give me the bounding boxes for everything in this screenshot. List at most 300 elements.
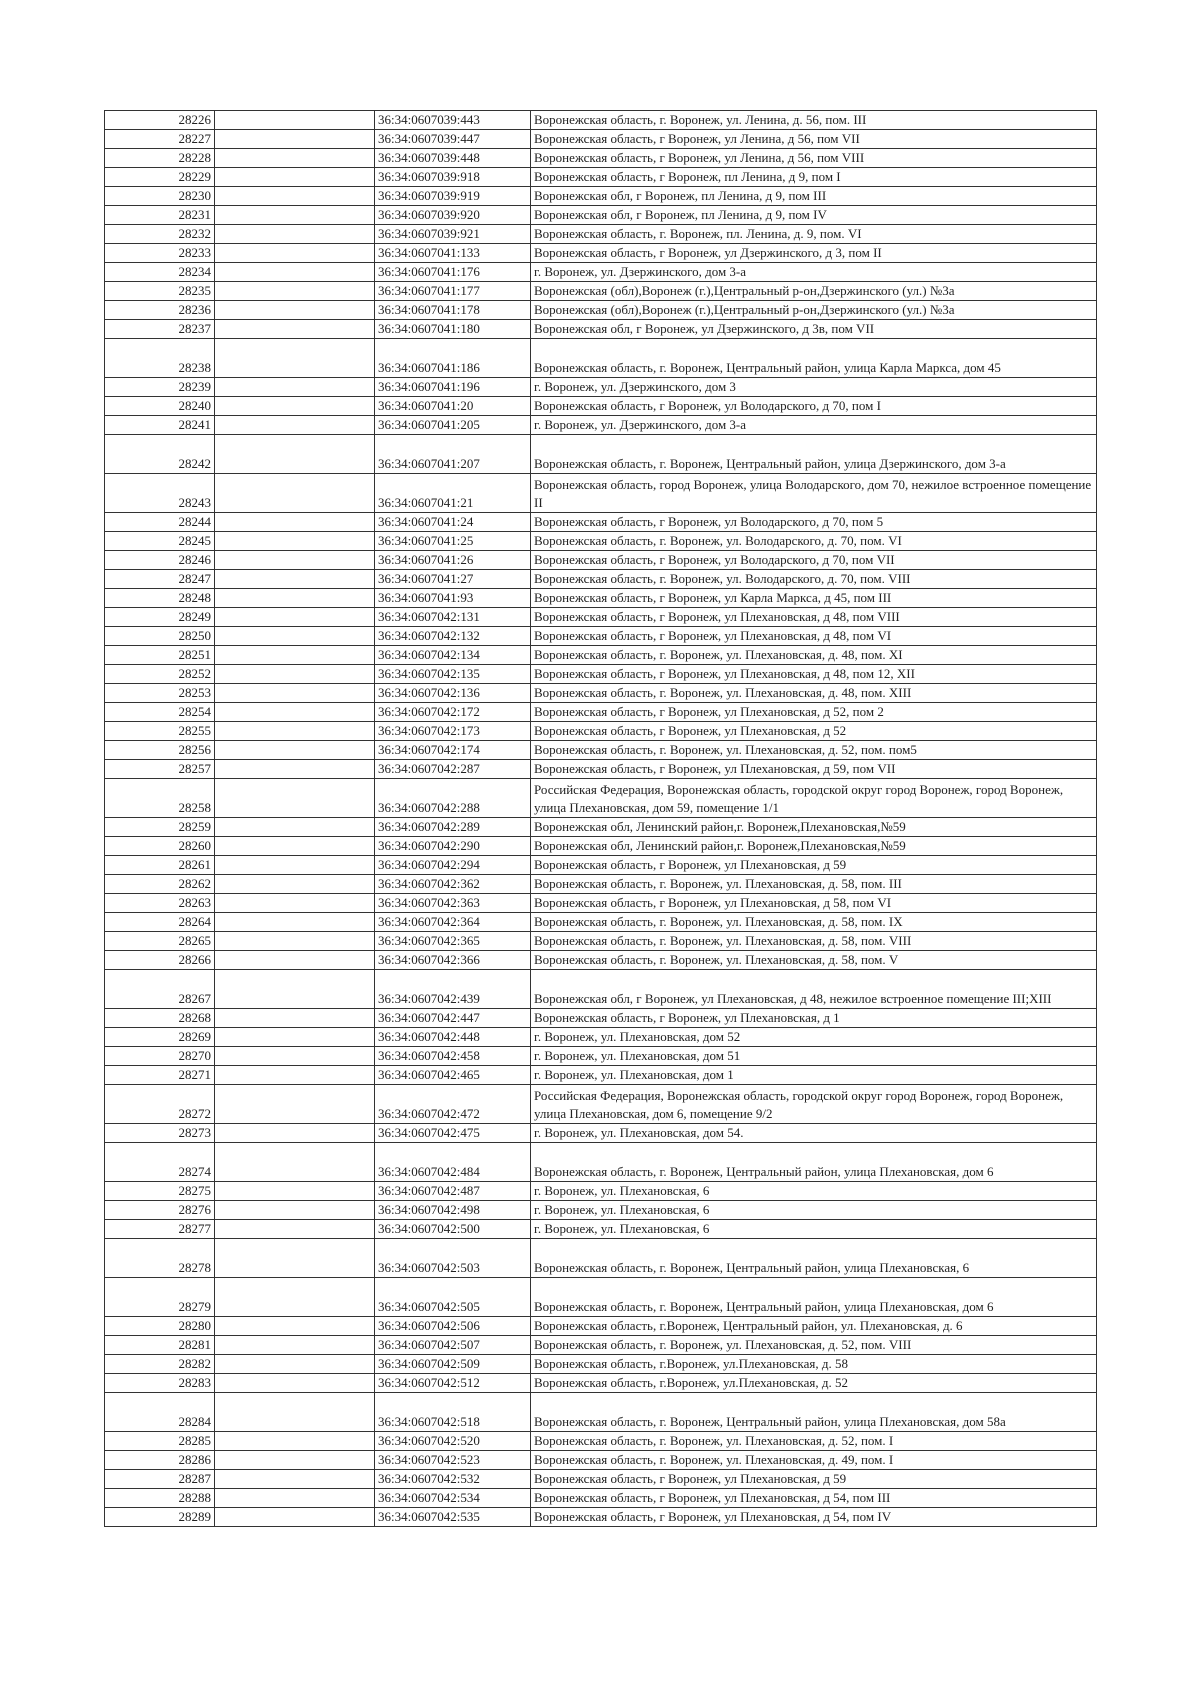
cadastral-number-cell: 36:34:0607041:176	[375, 263, 531, 282]
cadastral-number-cell: 36:34:0607042:520	[375, 1432, 531, 1451]
table-row	[105, 875, 1097, 894]
table-row	[105, 1239, 1097, 1278]
cadastral-number-cell: 36:34:0607041:180	[375, 320, 531, 339]
address-cell: Воронежская область, г. Воронеж, ул. Плехановская, д. 48, пом. XIII	[531, 684, 1097, 703]
row-number-cell: 28286	[105, 1451, 215, 1470]
cadastral-number-cell: 36:34:0607041:205	[375, 416, 531, 435]
property-registry-table	[104, 110, 1097, 1527]
cadastral-number-cell: 36:34:0607041:21	[375, 474, 531, 513]
address-cell: Воронежская область, г. Воронеж, ул. Володарского, д. 70, пом. VI	[531, 532, 1097, 551]
cadastral-number-cell: 36:34:0607042:448	[375, 1028, 531, 1047]
address-cell: Воронежская область, г. Воронеж, ул. Плехановская, д. 58, пом. III	[531, 875, 1097, 894]
cadastral-number-cell: 36:34:0607042:132	[375, 627, 531, 646]
row-number-cell: 28256	[105, 741, 215, 760]
empty-cell	[215, 435, 375, 474]
empty-cell	[215, 589, 375, 608]
cadastral-number-cell: 36:34:0607041:207	[375, 435, 531, 474]
row-number-cell: 28254	[105, 703, 215, 722]
cadastral-number-cell: 36:34:0607042:134	[375, 646, 531, 665]
table-row	[105, 513, 1097, 532]
table-row	[105, 149, 1097, 168]
table-row	[105, 263, 1097, 282]
cadastral-number-cell: 36:34:0607041:26	[375, 551, 531, 570]
cadastral-number-cell: 36:34:0607041:24	[375, 513, 531, 532]
table-row	[105, 608, 1097, 627]
cadastral-number-cell: 36:34:0607041:93	[375, 589, 531, 608]
address-cell: г. Воронеж, ул. Плехановская, 6	[531, 1220, 1097, 1239]
empty-cell	[215, 1278, 375, 1317]
empty-cell	[215, 1432, 375, 1451]
empty-cell	[215, 187, 375, 206]
cadastral-number-cell: 36:34:0607039:918	[375, 168, 531, 187]
address-cell: Воронежская обл, г Воронеж, пл Ленина, д 9, пом III	[531, 187, 1097, 206]
row-number-cell: 28284	[105, 1393, 215, 1432]
row-number-cell: 28289	[105, 1508, 215, 1527]
address-cell: Воронежская область, г Воронеж, ул Плехановская, д 52, пом 2	[531, 703, 1097, 722]
table-row	[105, 589, 1097, 608]
table-row	[105, 1182, 1097, 1201]
cadastral-number-cell: 36:34:0607042:503	[375, 1239, 531, 1278]
cadastral-number-cell: 36:34:0607042:439	[375, 970, 531, 1009]
table-row	[105, 532, 1097, 551]
empty-cell	[215, 551, 375, 570]
address-cell: г. Воронеж, ул. Дзержинского, дом 3	[531, 378, 1097, 397]
table-row	[105, 1317, 1097, 1336]
address-cell: Воронежская область, г. Воронеж, Центральный район, улица Карла Маркса, дом 45	[531, 339, 1097, 378]
empty-cell	[215, 474, 375, 513]
row-number-cell: 28268	[105, 1009, 215, 1028]
cadastral-number-cell: 36:34:0607042:135	[375, 665, 531, 684]
cadastral-number-cell: 36:34:0607042:172	[375, 703, 531, 722]
address-cell: Воронежская область, г Воронеж, ул Карла Маркса, д 45, пом III	[531, 589, 1097, 608]
row-number-cell: 28285	[105, 1432, 215, 1451]
cadastral-number-cell: 36:34:0607039:920	[375, 206, 531, 225]
row-number-cell: 28281	[105, 1336, 215, 1355]
table-row	[105, 551, 1097, 570]
empty-cell	[215, 1508, 375, 1527]
address-cell: Воронежская область, г. Воронеж, ул. Плехановская, д. 58, пом. V	[531, 951, 1097, 970]
empty-cell	[215, 378, 375, 397]
cadastral-number-cell: 36:34:0607042:136	[375, 684, 531, 703]
empty-cell	[215, 532, 375, 551]
empty-cell	[215, 1355, 375, 1374]
address-cell: Воронежская область, г Воронеж, ул Володарского, д 70, пом I	[531, 397, 1097, 416]
row-number-cell: 28252	[105, 665, 215, 684]
address-cell: Воронежская область, г.Воронеж, ул.Плехановская, д. 58	[531, 1355, 1097, 1374]
row-number-cell: 28233	[105, 244, 215, 263]
empty-cell	[215, 818, 375, 837]
cadastral-number-cell: 36:34:0607041:20	[375, 397, 531, 416]
table-row	[105, 1432, 1097, 1451]
row-number-cell: 28253	[105, 684, 215, 703]
table-row	[105, 818, 1097, 837]
empty-cell	[215, 1317, 375, 1336]
row-number-cell: 28226	[105, 111, 215, 130]
empty-cell	[215, 1182, 375, 1201]
row-number-cell: 28244	[105, 513, 215, 532]
empty-cell	[215, 627, 375, 646]
cadastral-number-cell: 36:34:0607042:512	[375, 1374, 531, 1393]
empty-cell	[215, 951, 375, 970]
row-number-cell: 28276	[105, 1201, 215, 1220]
address-cell: г. Воронеж, ул. Плехановская, 6	[531, 1201, 1097, 1220]
empty-cell	[215, 1489, 375, 1508]
empty-cell	[215, 397, 375, 416]
empty-cell	[215, 130, 375, 149]
row-number-cell: 28259	[105, 818, 215, 837]
row-number-cell: 28230	[105, 187, 215, 206]
empty-cell	[215, 932, 375, 951]
table-row	[105, 130, 1097, 149]
address-cell: г. Воронеж, ул. Плехановская, дом 51	[531, 1047, 1097, 1066]
table-row	[105, 646, 1097, 665]
row-number-cell: 28265	[105, 932, 215, 951]
address-cell: Воронежская область, г Воронеж, ул Володарского, д 70, пом VII	[531, 551, 1097, 570]
table-row	[105, 951, 1097, 970]
empty-cell	[215, 1220, 375, 1239]
row-number-cell: 28249	[105, 608, 215, 627]
empty-cell	[215, 1201, 375, 1220]
row-number-cell: 28275	[105, 1182, 215, 1201]
cadastral-number-cell: 36:34:0607041:133	[375, 244, 531, 263]
address-cell: Воронежская область, г Воронеж, ул Плехановская, д 48, пом VIII	[531, 608, 1097, 627]
empty-cell	[215, 875, 375, 894]
row-number-cell: 28262	[105, 875, 215, 894]
empty-cell	[215, 1028, 375, 1047]
row-number-cell: 28263	[105, 894, 215, 913]
empty-cell	[215, 722, 375, 741]
table-row	[105, 665, 1097, 684]
address-cell: г. Воронеж, ул. Дзержинского, дом 3-а	[531, 263, 1097, 282]
table-row	[105, 474, 1097, 513]
table-row	[105, 1143, 1097, 1182]
empty-cell	[215, 301, 375, 320]
empty-cell	[215, 684, 375, 703]
cadastral-number-cell: 36:34:0607042:289	[375, 818, 531, 837]
address-cell: Воронежская область, г. Воронеж, ул. Плехановская, д. 58, пом. IX	[531, 913, 1097, 932]
empty-cell	[215, 1336, 375, 1355]
row-number-cell: 28232	[105, 225, 215, 244]
address-cell: Воронежская область, г. Воронеж, Центральный район, улица Плехановская, 6	[531, 1239, 1097, 1278]
row-number-cell: 28255	[105, 722, 215, 741]
row-number-cell: 28227	[105, 130, 215, 149]
table-row	[105, 244, 1097, 263]
address-cell: Воронежская область, г. Воронеж, ул. Плехановская, д. 58, пом. VIII	[531, 932, 1097, 951]
empty-cell	[215, 416, 375, 435]
address-cell: Воронежская область, г.Воронеж, ул.Плехановская, д. 52	[531, 1374, 1097, 1393]
address-cell: г. Воронеж, ул. Плехановская, дом 1	[531, 1066, 1097, 1085]
cadastral-number-cell: 36:34:0607042:363	[375, 894, 531, 913]
cadastral-number-cell: 36:34:0607042:509	[375, 1355, 531, 1374]
cadastral-number-cell: 36:34:0607042:362	[375, 875, 531, 894]
address-cell: Воронежская область, г. Воронеж, ул. Плехановская, д. 52, пом. I	[531, 1432, 1097, 1451]
table-row	[105, 1047, 1097, 1066]
row-number-cell: 28248	[105, 589, 215, 608]
table-row	[105, 894, 1097, 913]
empty-cell	[215, 263, 375, 282]
cadastral-number-cell: 36:34:0607042:498	[375, 1201, 531, 1220]
cadastral-number-cell: 36:34:0607042:500	[375, 1220, 531, 1239]
address-cell: Воронежская область, г. Воронеж, Центральный район, улица Плехановская, дом 6	[531, 1143, 1097, 1182]
cadastral-number-cell: 36:34:0607041:25	[375, 532, 531, 551]
address-cell: Воронежская область, г. Воронеж, Центральный район, улица Плехановская, дом 6	[531, 1278, 1097, 1317]
empty-cell	[215, 111, 375, 130]
table-row	[105, 1489, 1097, 1508]
cadastral-number-cell: 36:34:0607042:465	[375, 1066, 531, 1085]
cadastral-number-cell: 36:34:0607039:448	[375, 149, 531, 168]
address-cell: Воронежская обл, Ленинский район,г. Воронеж,Плехановская,№59	[531, 837, 1097, 856]
cadastral-number-cell: 36:34:0607042:365	[375, 932, 531, 951]
cadastral-number-cell: 36:34:0607041:178	[375, 301, 531, 320]
table-row	[105, 570, 1097, 589]
row-number-cell: 28231	[105, 206, 215, 225]
table-row	[105, 703, 1097, 722]
row-number-cell: 28237	[105, 320, 215, 339]
row-number-cell: 28250	[105, 627, 215, 646]
table-row	[105, 837, 1097, 856]
table-row	[105, 416, 1097, 435]
row-number-cell: 28269	[105, 1028, 215, 1047]
row-number-cell: 28241	[105, 416, 215, 435]
row-number-cell: 28264	[105, 913, 215, 932]
row-number-cell: 28261	[105, 856, 215, 875]
address-cell: г. Воронеж, ул. Дзержинского, дом 3-а	[531, 416, 1097, 435]
empty-cell	[215, 894, 375, 913]
cadastral-number-cell: 36:34:0607042:131	[375, 608, 531, 627]
row-number-cell: 28287	[105, 1470, 215, 1489]
row-number-cell: 28272	[105, 1085, 215, 1124]
row-number-cell: 28266	[105, 951, 215, 970]
table-row	[105, 779, 1097, 818]
address-cell: Воронежская область, г Воронеж, ул Плехановская, д 52	[531, 722, 1097, 741]
cadastral-number-cell: 36:34:0607041:186	[375, 339, 531, 378]
row-number-cell: 28251	[105, 646, 215, 665]
row-number-cell: 28267	[105, 970, 215, 1009]
address-cell: Воронежская область, город Воронеж, улица Володарского, дом 70, нежилое встроенное помещение II	[531, 474, 1097, 513]
row-number-cell: 28271	[105, 1066, 215, 1085]
address-cell: Воронежская область, г. Воронеж, Центральный район, улица Дзержинского, дом 3-а	[531, 435, 1097, 474]
row-number-cell: 28273	[105, 1124, 215, 1143]
cadastral-number-cell: 36:34:0607042:506	[375, 1317, 531, 1336]
cadastral-number-cell: 36:34:0607039:443	[375, 111, 531, 130]
cadastral-number-cell: 36:34:0607042:472	[375, 1085, 531, 1124]
table-row	[105, 1124, 1097, 1143]
row-number-cell: 28238	[105, 339, 215, 378]
registry-table-body	[105, 111, 1097, 1527]
address-cell: Воронежская область, г. Воронеж, пл. Ленина, д. 9, пом. VI	[531, 225, 1097, 244]
address-cell: Воронежская обл, г Воронеж, ул Плехановская, д 48, нежилое встроенное помещение III;XIII	[531, 970, 1097, 1009]
cadastral-number-cell: 36:34:0607042:287	[375, 760, 531, 779]
empty-cell	[215, 244, 375, 263]
cadastral-number-cell: 36:34:0607042:535	[375, 1508, 531, 1527]
cadastral-number-cell: 36:34:0607042:447	[375, 1009, 531, 1028]
row-number-cell: 28282	[105, 1355, 215, 1374]
table-row	[105, 1355, 1097, 1374]
empty-cell	[215, 282, 375, 301]
table-row	[105, 1085, 1097, 1124]
table-row	[105, 1278, 1097, 1317]
table-row	[105, 301, 1097, 320]
empty-cell	[215, 1085, 375, 1124]
cadastral-number-cell: 36:34:0607042:487	[375, 1182, 531, 1201]
address-cell: Воронежская область, г Воронеж, ул Плехановская, д 48, пом 12, XII	[531, 665, 1097, 684]
address-cell: Воронежская область, г Воронеж, ул Плехановская, д 54, пом III	[531, 1489, 1097, 1508]
table-row	[105, 741, 1097, 760]
empty-cell	[215, 168, 375, 187]
address-cell: Воронежская область, г Воронеж, ул Ленина, д 56, пом VIII	[531, 149, 1097, 168]
table-row	[105, 397, 1097, 416]
table-row	[105, 1066, 1097, 1085]
row-number-cell: 28274	[105, 1143, 215, 1182]
row-number-cell: 28243	[105, 474, 215, 513]
empty-cell	[215, 1393, 375, 1432]
empty-cell	[215, 1124, 375, 1143]
address-cell: Воронежская область, г Воронеж, ул Плехановская, д 58, пом VI	[531, 894, 1097, 913]
empty-cell	[215, 646, 375, 665]
empty-cell	[215, 206, 375, 225]
cadastral-number-cell: 36:34:0607042:290	[375, 837, 531, 856]
table-row	[105, 1028, 1097, 1047]
empty-cell	[215, 320, 375, 339]
address-cell: Воронежская область, г Воронеж, ул Плехановская, д 48, пом VI	[531, 627, 1097, 646]
empty-cell	[215, 1066, 375, 1085]
cadastral-number-cell: 36:34:0607042:366	[375, 951, 531, 970]
empty-cell	[215, 225, 375, 244]
cadastral-number-cell: 36:34:0607039:447	[375, 130, 531, 149]
row-number-cell: 28228	[105, 149, 215, 168]
address-cell: Воронежская область, г Воронеж, ул Плехановская, д 59, пом VII	[531, 760, 1097, 779]
address-cell: Воронежская область, г Воронеж, ул Плехановская, д 59	[531, 856, 1097, 875]
cadastral-number-cell: 36:34:0607042:507	[375, 1336, 531, 1355]
table-row	[105, 282, 1097, 301]
table-row	[105, 856, 1097, 875]
table-row	[105, 684, 1097, 703]
table-row	[105, 627, 1097, 646]
row-number-cell: 28247	[105, 570, 215, 589]
table-row	[105, 1336, 1097, 1355]
empty-cell	[215, 149, 375, 168]
address-cell: Воронежская область, г. Воронеж, ул. Плехановская, д. 52, пом. пом5	[531, 741, 1097, 760]
table-row	[105, 932, 1097, 951]
table-row	[105, 111, 1097, 130]
address-cell: Воронежская область, г. Воронеж, Центральный район, улица Плехановская, дом 58а	[531, 1393, 1097, 1432]
row-number-cell: 28240	[105, 397, 215, 416]
table-row	[105, 1508, 1097, 1527]
row-number-cell: 28239	[105, 378, 215, 397]
empty-cell	[215, 760, 375, 779]
empty-cell	[215, 913, 375, 932]
cadastral-number-cell: 36:34:0607039:919	[375, 187, 531, 206]
row-number-cell: 28234	[105, 263, 215, 282]
cadastral-number-cell: 36:34:0607042:532	[375, 1470, 531, 1489]
address-cell: Воронежская область, г. Воронеж, ул. Плехановская, д. 49, пом. I	[531, 1451, 1097, 1470]
empty-cell	[215, 513, 375, 532]
table-row	[105, 722, 1097, 741]
table-row	[105, 970, 1097, 1009]
cadastral-number-cell: 36:34:0607042:288	[375, 779, 531, 818]
cadastral-number-cell: 36:34:0607042:534	[375, 1489, 531, 1508]
table-row	[105, 913, 1097, 932]
address-cell: Воронежская (обл),Воронеж (г.),Центральный р-он,Дзержинского (ул.) №3а	[531, 282, 1097, 301]
empty-cell	[215, 1374, 375, 1393]
table-row	[105, 1451, 1097, 1470]
cadastral-number-cell: 36:34:0607042:174	[375, 741, 531, 760]
empty-cell	[215, 856, 375, 875]
empty-cell	[215, 779, 375, 818]
address-cell: Воронежская обл, Ленинский район,г. Воронеж,Плехановская,№59	[531, 818, 1097, 837]
cadastral-number-cell: 36:34:0607042:475	[375, 1124, 531, 1143]
cadastral-number-cell: 36:34:0607042:518	[375, 1393, 531, 1432]
table-row	[105, 760, 1097, 779]
row-number-cell: 28258	[105, 779, 215, 818]
row-number-cell: 28283	[105, 1374, 215, 1393]
cadastral-number-cell: 36:34:0607041:177	[375, 282, 531, 301]
address-cell: Воронежская (обл),Воронеж (г.),Центральный р-он,Дзержинского (ул.) №3а	[531, 301, 1097, 320]
empty-cell	[215, 665, 375, 684]
address-cell: г. Воронеж, ул. Плехановская, дом 52	[531, 1028, 1097, 1047]
address-cell: Воронежская область, г Воронеж, ул Плехановская, д 1	[531, 1009, 1097, 1028]
table-row	[105, 1201, 1097, 1220]
table-row	[105, 435, 1097, 474]
table-row	[105, 206, 1097, 225]
address-cell: Воронежская область, г Воронеж, пл Ленина, д 9, пом I	[531, 168, 1097, 187]
empty-cell	[215, 970, 375, 1009]
address-cell: Российская Федерация, Воронежская область, городской округ город Воронеж, город Воронеж, улица Плехановская, дом 6, помещение 9/2	[531, 1085, 1097, 1124]
row-number-cell: 28279	[105, 1278, 215, 1317]
empty-cell	[215, 703, 375, 722]
table-row	[105, 1470, 1097, 1489]
row-number-cell: 28278	[105, 1239, 215, 1278]
empty-cell	[215, 1009, 375, 1028]
address-cell: Воронежская обл, г Воронеж, пл Ленина, д 9, пом IV	[531, 206, 1097, 225]
cadastral-number-cell: 36:34:0607042:523	[375, 1451, 531, 1470]
table-row	[105, 320, 1097, 339]
empty-cell	[215, 1143, 375, 1182]
row-number-cell: 28277	[105, 1220, 215, 1239]
cadastral-number-cell: 36:34:0607042:364	[375, 913, 531, 932]
row-number-cell: 28280	[105, 1317, 215, 1336]
empty-cell	[215, 608, 375, 627]
cadastral-number-cell: 36:34:0607042:484	[375, 1143, 531, 1182]
empty-cell	[215, 1451, 375, 1470]
row-number-cell: 28257	[105, 760, 215, 779]
empty-cell	[215, 339, 375, 378]
address-cell: г. Воронеж, ул. Плехановская, 6	[531, 1182, 1097, 1201]
table-row	[105, 1374, 1097, 1393]
cadastral-number-cell: 36:34:0607042:173	[375, 722, 531, 741]
row-number-cell: 28246	[105, 551, 215, 570]
address-cell: Воронежская область, г. Воронеж, ул. Плехановская, д. 52, пом. VIII	[531, 1336, 1097, 1355]
address-cell: Воронежская область, г.Воронеж, Центральный район, ул. Плехановская, д. 6	[531, 1317, 1097, 1336]
table-row	[105, 168, 1097, 187]
address-cell: Воронежская область, г Воронеж, ул Ленина, д 56, пом VII	[531, 130, 1097, 149]
empty-cell	[215, 741, 375, 760]
table-row	[105, 225, 1097, 244]
table-row	[105, 187, 1097, 206]
cadastral-number-cell: 36:34:0607042:294	[375, 856, 531, 875]
table-row	[105, 378, 1097, 397]
address-cell: Российская Федерация, Воронежская область, городской округ город Воронеж, город Воронеж, улица Плехановская, дом 59, помещение 1/1	[531, 779, 1097, 818]
table-row	[105, 339, 1097, 378]
empty-cell	[215, 1470, 375, 1489]
address-cell: Воронежская область, г. Воронеж, ул. Володарского, д. 70, пом. VIII	[531, 570, 1097, 589]
address-cell: Воронежская область, г. Воронеж, ул. Плехановская, д. 48, пом. XI	[531, 646, 1097, 665]
table-row	[105, 1009, 1097, 1028]
empty-cell	[215, 1239, 375, 1278]
address-cell: Воронежская область, г. Воронеж, ул. Ленина, д. 56, пом. III	[531, 111, 1097, 130]
row-number-cell: 28288	[105, 1489, 215, 1508]
empty-cell	[215, 837, 375, 856]
